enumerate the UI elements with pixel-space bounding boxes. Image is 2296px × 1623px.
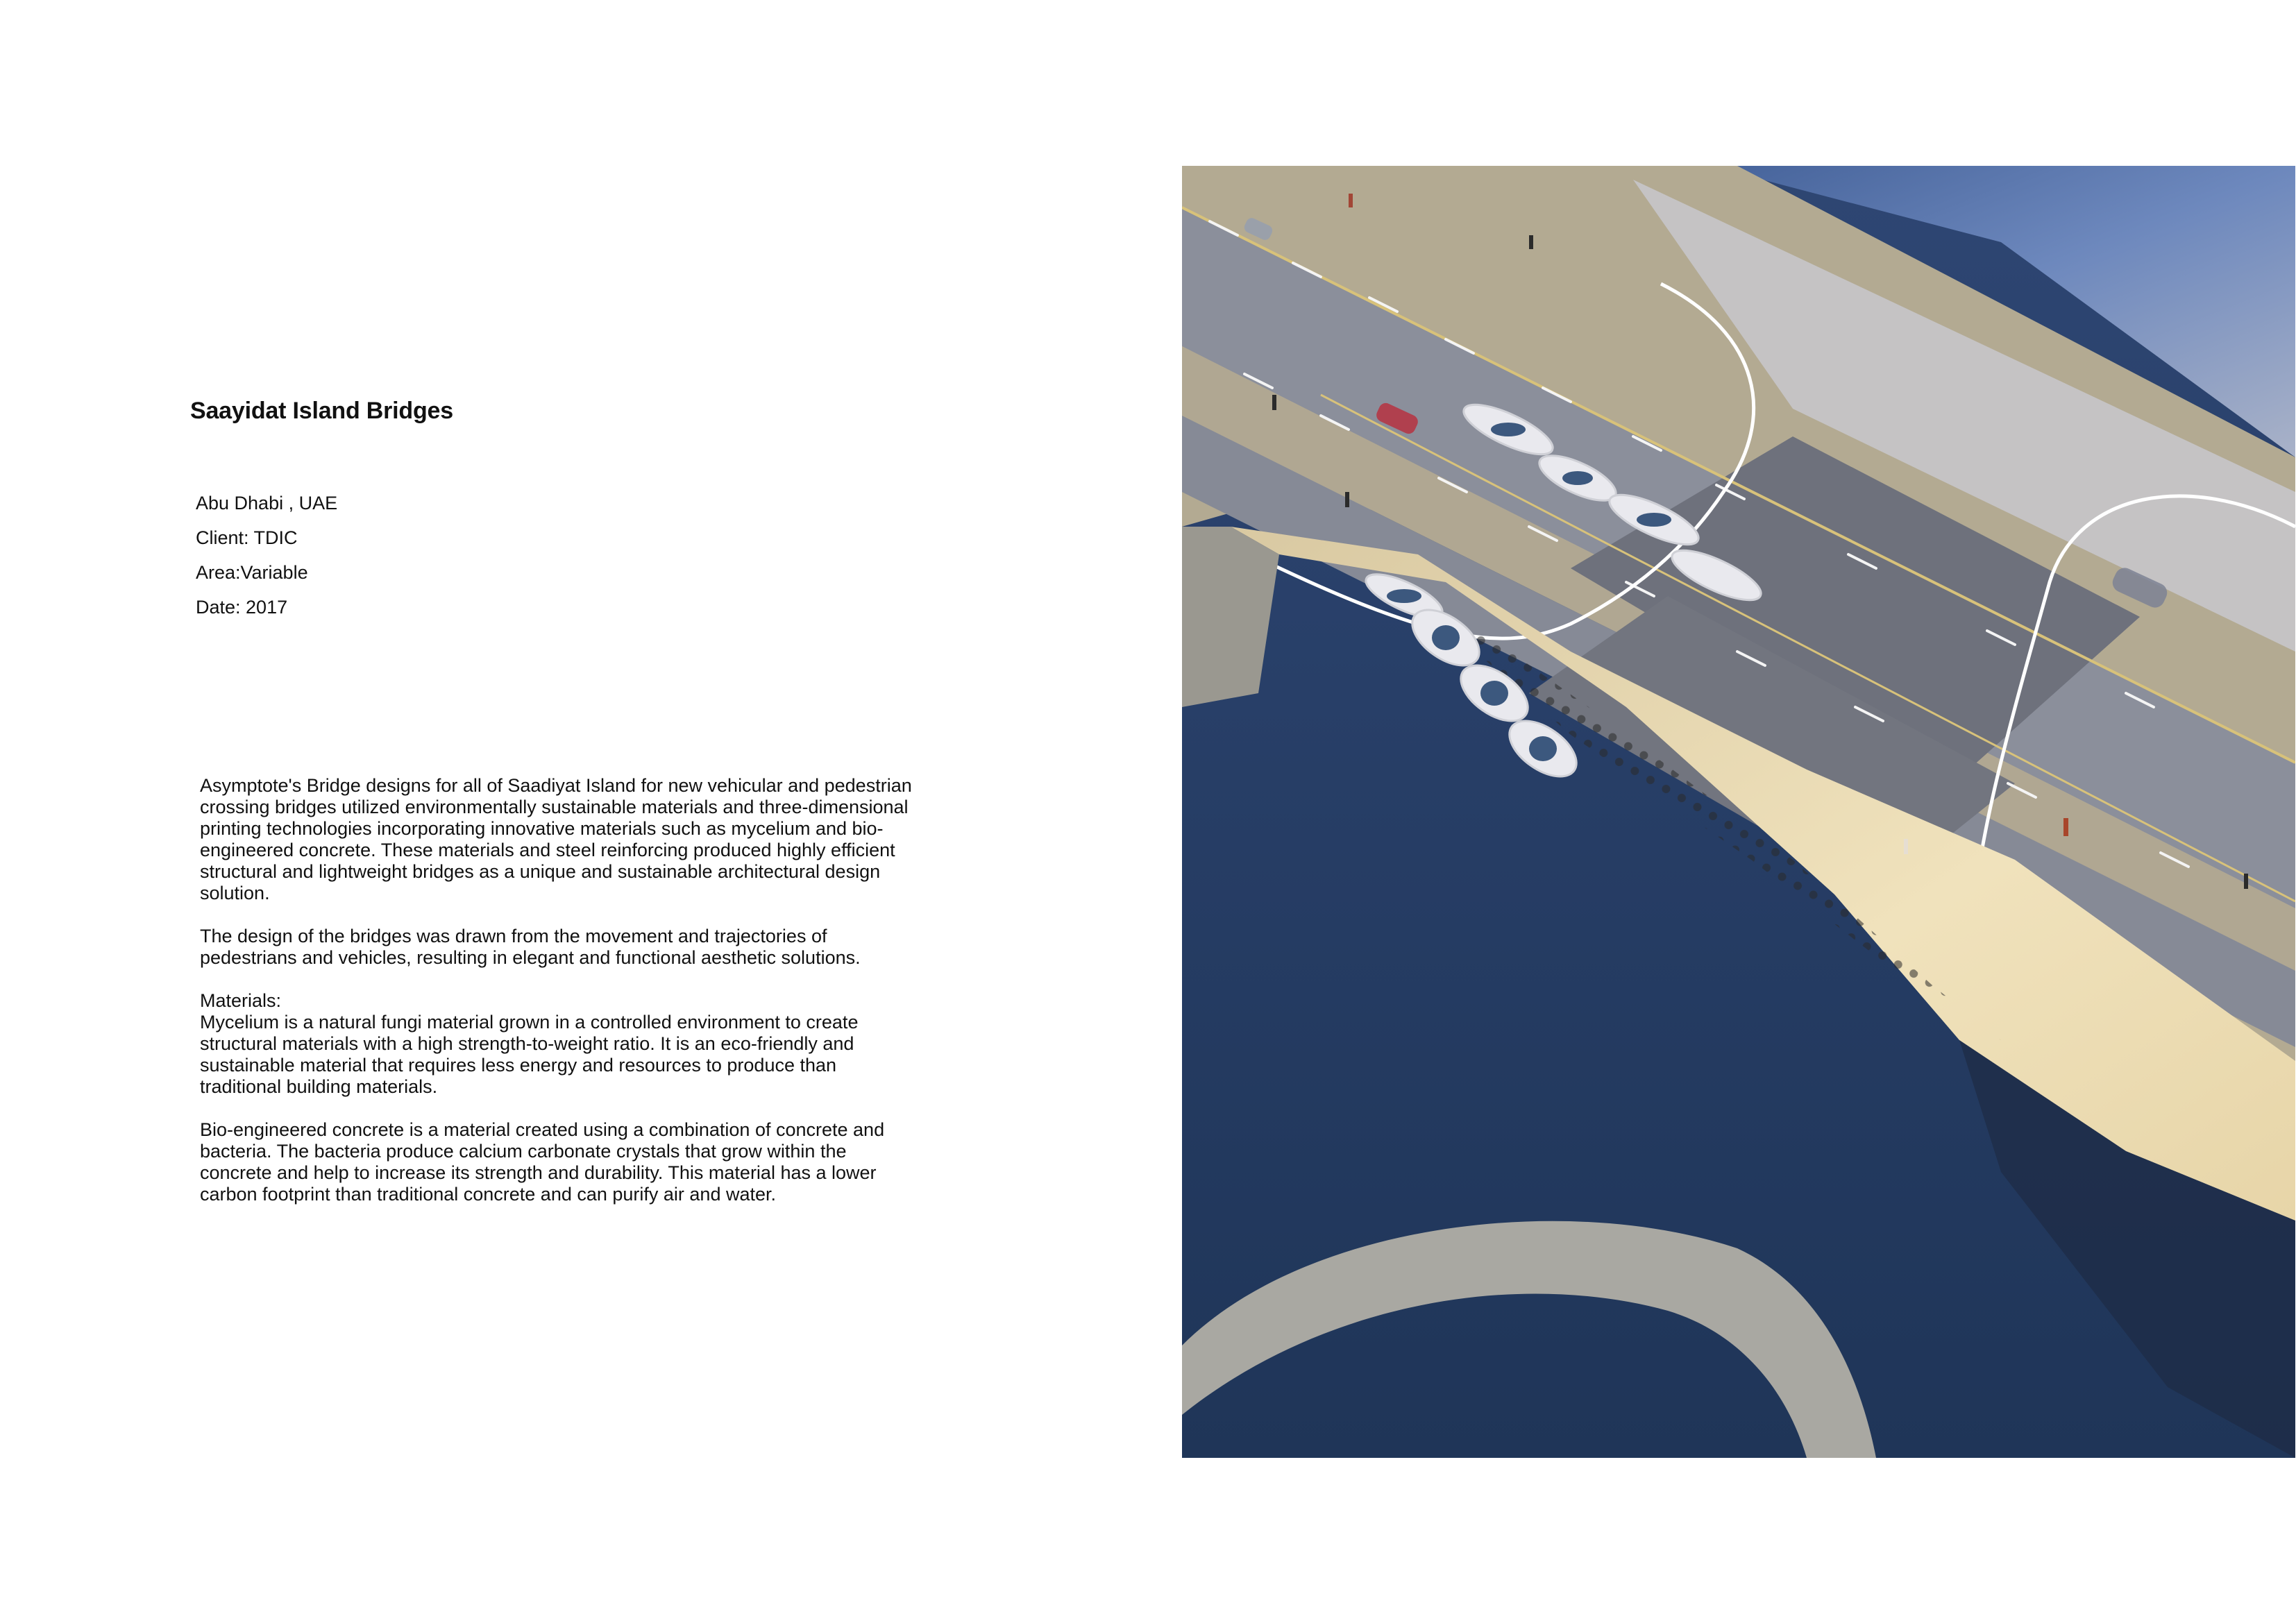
- project-client: Client: TDIC: [196, 527, 298, 548]
- project-meta: [196, 486, 337, 624]
- materials-heading: Materials:: [200, 990, 282, 1011]
- bridge-illustration: [1182, 166, 2295, 1458]
- bridge-rendering: [1182, 166, 2295, 1458]
- description-paragraph: The design of the bridges was drawn from the movement and trajectories of pedestrians and vehicles, resulting in elegant and functional aesthetic solutions.: [200, 926, 861, 968]
- project-date: Date: 2017: [196, 597, 288, 618]
- materials-paragraph: Mycelium is a natural fungi material grown in a controlled environment to create structural materials with a high strength-to-weight ratio. It is an eco-friendly and sustainable material that requires less energy and resources to produce than traditional building materials.: [200, 1012, 859, 1097]
- project-area: Area:Variable: [196, 562, 308, 583]
- project-title: Saayidat Island Bridges: [190, 398, 453, 424]
- project-description: [200, 775, 922, 1227]
- description-paragraph: Asymptote's Bridge designs for all of Saadiyat Island for new vehicular and pedestrian crossing bridges utilized environmentally sustainable materials and three-dimensional printing technologies incorporating innovative materials such as mycelium and bio-engineered concrete. These materials and steel reinforcing produced highly efficient structural and lightweight bridges as a unique and sustainable architectural design solution.: [200, 775, 912, 903]
- project-location: Abu Dhabi , UAE: [196, 493, 338, 513]
- materials-paragraph: Bio-engineered concrete is a material created using a combination of concrete and bacteria. The bacteria produce calcium carbonate crystals that grow within the concrete and help to increase its strength and durability. This material has a lower carbon footprint than traditional concrete and can purify air and water.: [200, 1119, 885, 1205]
